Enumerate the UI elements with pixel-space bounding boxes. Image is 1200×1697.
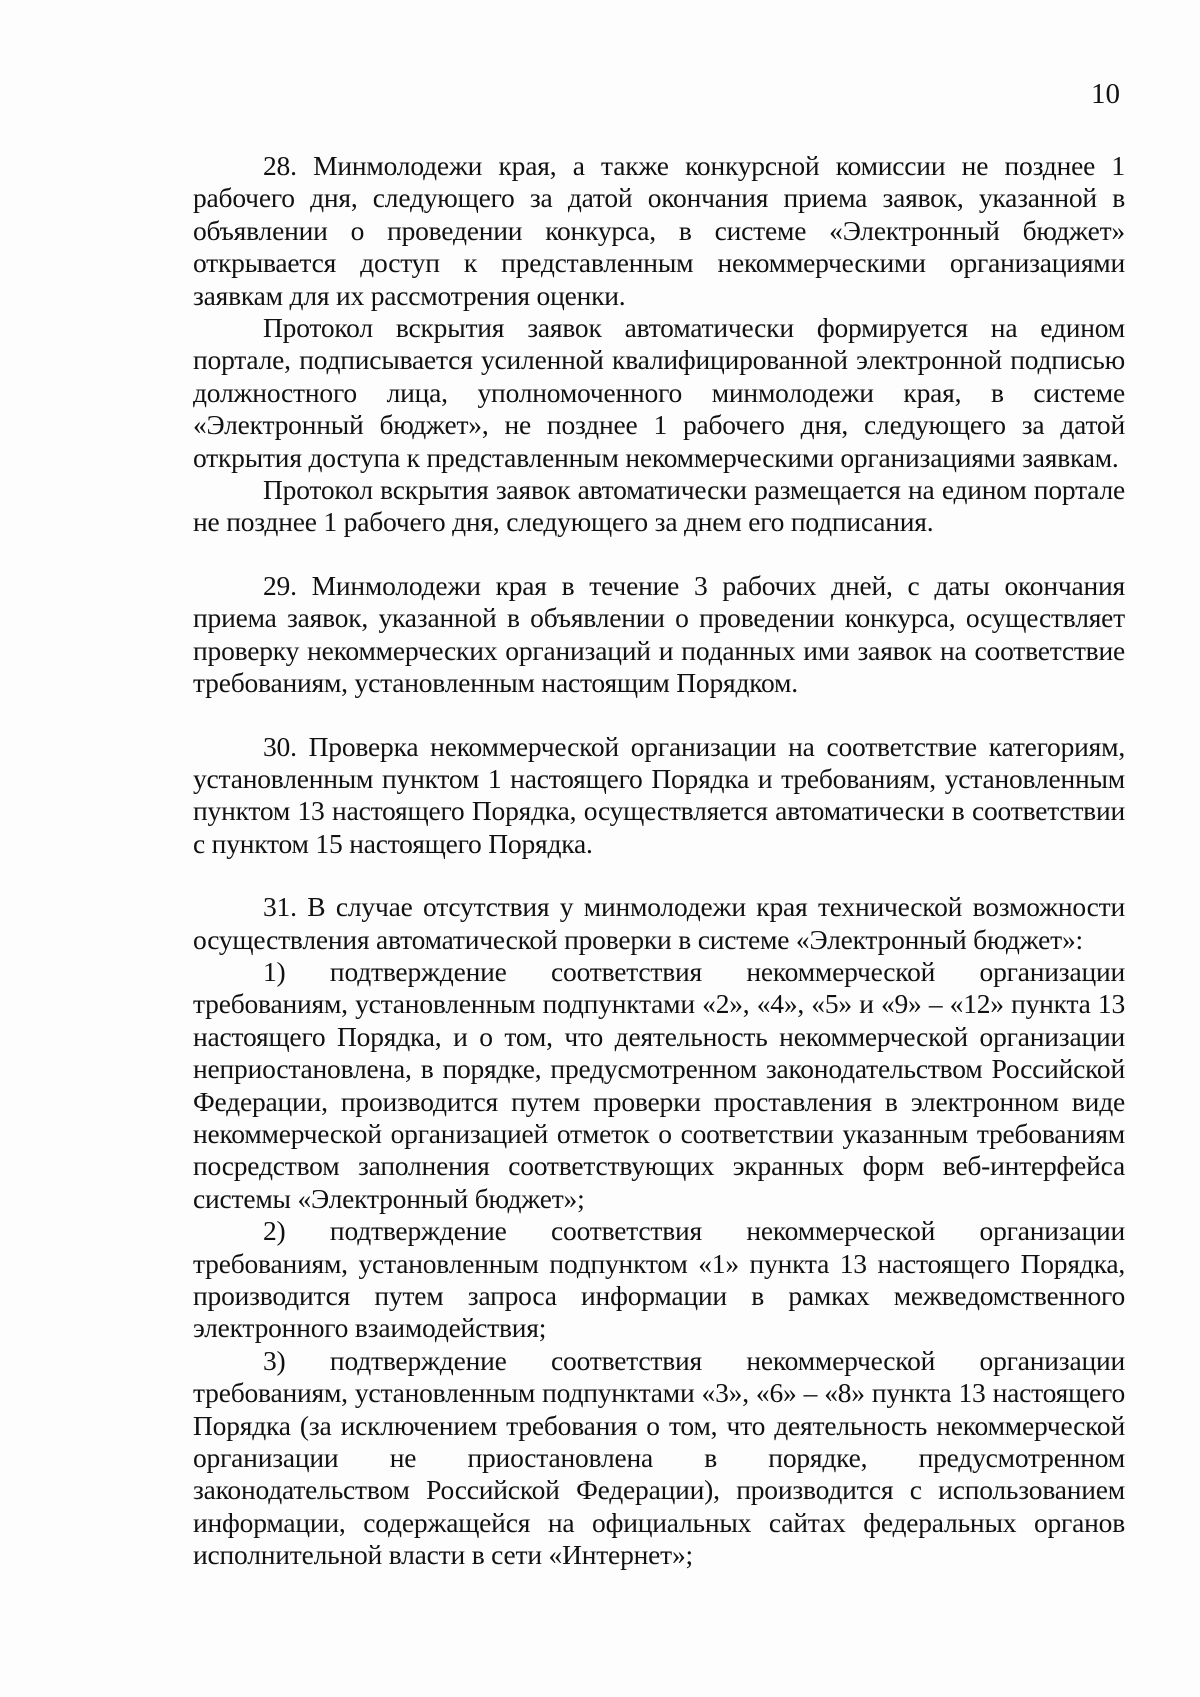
paragraph-30: 30. Проверка некоммерческой организации на соответствие категориям, установленным пунктом 1 настоящего Порядка и требованиям, установленным пунктом 13 настоящего Порядка, осуществляется автоматически в соответствии с пунктом 15 настоящего Порядка. [193,730,1125,859]
paragraph-28-protocol-posting: Протокол вскрытия заявок автоматически размещается на едином портале не позднее 1 рабочего дня, следующего за днем его подписания. [193,474,1125,538]
paragraph-28-protocol-forming: Протокол вскрытия заявок автоматически формируется на едином портале, подписывается усиленной квалифицированной электронной подписью должностного лица, уполномоченного минмолодежи края, в системе «Электронный бюджет», не позднее 1 рабочего дня, следующего за датой открытия доступа к представленным некоммерческими организациями заявкам. [193,312,1125,473]
paragraph-31: 31. В случае отсутствия у минмолодежи края технической возможности осуществления автоматической проверки в системе «Электронный бюджет»: [193,891,1125,955]
paragraph-29: 29. Минмолодежи края в течение 3 рабочих дней, с даты окончания приема заявок, указанной в объявлении о проведении конкурса, осуществляет проверку некоммерческих организаций и поданных ими заявок на соответствие требованиям, установленным настоящим Порядком. [193,569,1125,699]
paragraph-31-item-1: 1) подтверждение соответствия некоммерческой организации требованиям, установленным подпунктами «2», «4», «5» и «9» – «12» пункта 13 настоящего Порядка, и о том, что деятельность некоммерческой организации неприостановлена, в порядке, предусмотренном законодательством Российской Федерации, производится путем проверки проставления в электронном виде некоммерческой организацией отметок о соответствии указанным требованиям посредством заполнения соответствующих экранных форм веб-интерфейса системы «Электронный бюджет»; [193,955,1125,1214]
document-body [193,150,1125,1572]
paragraph-31-item-3: 3) подтверждение соответствия некоммерческой организации требованиям, установленным подпунктами «3», «6» – «8» пункта 13 настоящего Порядка (за исключением требования о том, что деятельность некоммерческой организации не приостановлена в порядке, предусмотренном законодательством Российской Федерации), производится с использованием информации, содержащейся на официальных сайтах федеральных органов исполнительной власти в сети «Интернет»; [193,1344,1125,1571]
paragraph-31-item-2: 2) подтверждение соответствия некоммерческой организации требованиям, установленным подпунктом «1» пункта 13 настоящего Порядка, производится путем запроса информации в рамках межведомственного электронного взаимодействия; [193,1215,1125,1344]
paragraph-28: 28. Минмолодежи края, а также конкурсной комиссии не позднее 1 рабочего дня, следующего за датой окончания приема заявок, указанной в объявлении о проведении конкурса, в системе «Электронный бюджет» открывается доступ к представленным некоммерческими организациями заявкам для их рассмотрения оценки. [193,150,1125,311]
page-number: 10 [1091,78,1120,110]
